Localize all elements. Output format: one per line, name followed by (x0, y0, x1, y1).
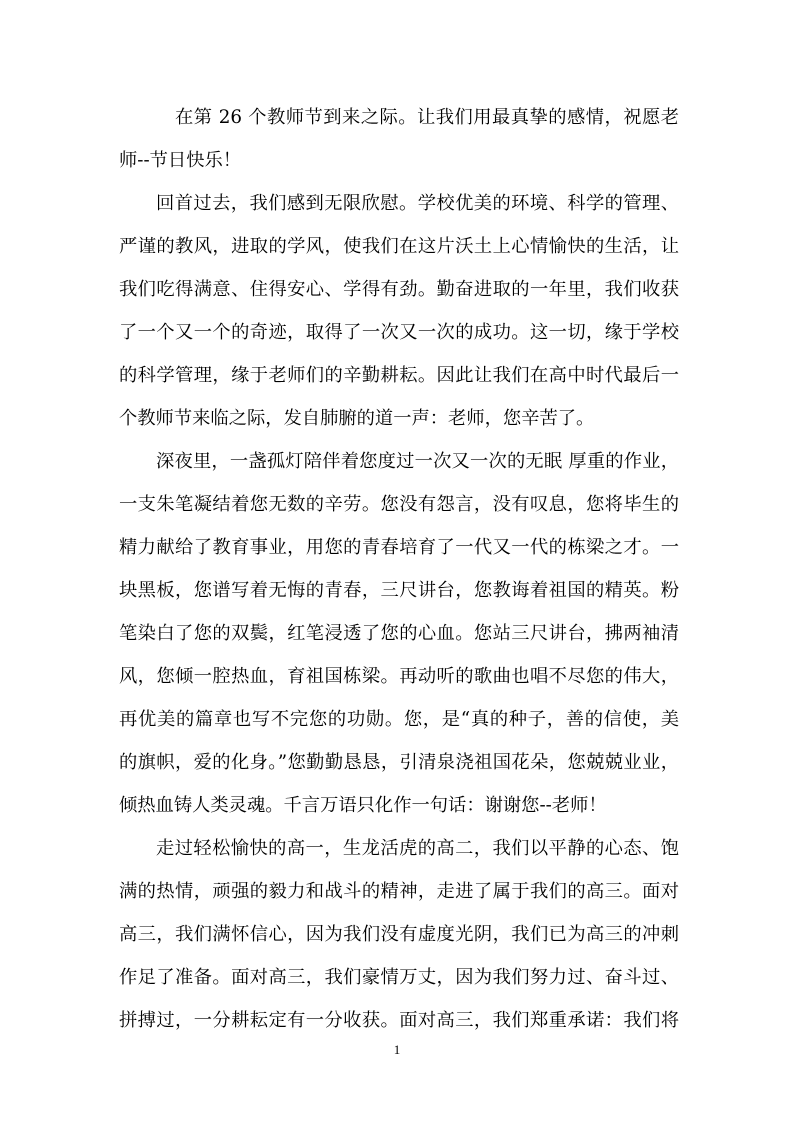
paragraph-4-line-4: 作足了准备。面对高三，我们豪情万丈，因为我们努力过、奋斗过、 (119, 967, 679, 988)
paragraph-2-line-3: 我们吃得满意、住得安心、学得有劲。勤奋进取的一年里，我们收获 (119, 279, 679, 300)
paragraph-3-line-8: 的旗帜，爱的化身。”您勤勤恳恳，引清泉浇祖国花朵，您兢兢业业， (119, 752, 679, 773)
paragraph-4-line-5: 拼搏过，一分耕耘定有一分收获。面对高三，我们郑重承诺：我们将 (119, 1010, 679, 1031)
paragraph-2-line-5: 的科学管理，缘于老师们的辛勤耕耘。因此让我们在高中时代最后一 (119, 365, 679, 386)
paragraph-3-line-9: 倾热血铸人类灵魂。千言万语只化作一句话：谢谢您--老师！ (119, 795, 607, 816)
paragraph-1-line-2: 师--节日快乐！ (119, 150, 242, 171)
paragraph-4-line-2: 满的热情，顽强的毅力和战斗的精神，走进了属于我们的高三。面对 (119, 881, 679, 902)
paragraph-3-line-6: 风，您倾一腔热血，育祖国栋梁。再动听的歌曲也唱不尽您的伟大， (119, 666, 679, 687)
paragraph-2-line-2: 严谨的教风，进取的学风，使我们在这片沃土上心情愉快的生活，让 (119, 236, 679, 257)
paragraph-3-line-2: 一支朱笔凝结着您无数的辛劳。您没有怨言，没有叹息，您将毕生的 (119, 494, 679, 515)
paragraph-2-line-6: 个教师节来临之际，发自肺腑的道一声：老师，您辛苦了。 (119, 408, 595, 429)
paragraph-3-line-3: 精力献给了教育事业，用您的青春培育了一代又一代的栋梁之才。一 (119, 537, 679, 558)
paragraph-3-line-4: 块黑板，您谱写着无悔的青春，三尺讲台，您教诲着祖国的精英。粉 (119, 580, 679, 601)
paragraph-1-line-1: 在第 26 个教师节到来之际。让我们用最真挚的感情，祝愿老 (175, 107, 679, 128)
paragraph-3-line-5: 笔染白了您的双鬓，红笔浸透了您的心血。您站三尺讲台，拂两袖清 (119, 623, 679, 644)
paragraph-2-line-4: 了一个又一个的奇迹，取得了一次又一次的成功。这一切，缘于学校 (119, 322, 679, 343)
paragraph-3-line-7: 再优美的篇章也写不完您的功勋。您，是“真的种子，善的信使，美 (119, 709, 679, 730)
paragraph-4-line-1: 走过轻松愉快的高一，生龙活虎的高二，我们以平静的心态、饱 (156, 838, 679, 859)
page-number: 1 (393, 1042, 401, 1057)
paragraph-3-line-1: 深夜里，一盏孤灯陪伴着您度过一次又一次的无眠 厚重的作业， (156, 451, 679, 472)
paragraph-4-line-3: 高三，我们满怀信心，因为我们没有虚度光阴，我们已为高三的冲刺 (119, 924, 679, 945)
paragraph-2-line-1: 回首过去，我们感到无限欣慰。学校优美的环境、科学的管理、 (156, 193, 679, 214)
